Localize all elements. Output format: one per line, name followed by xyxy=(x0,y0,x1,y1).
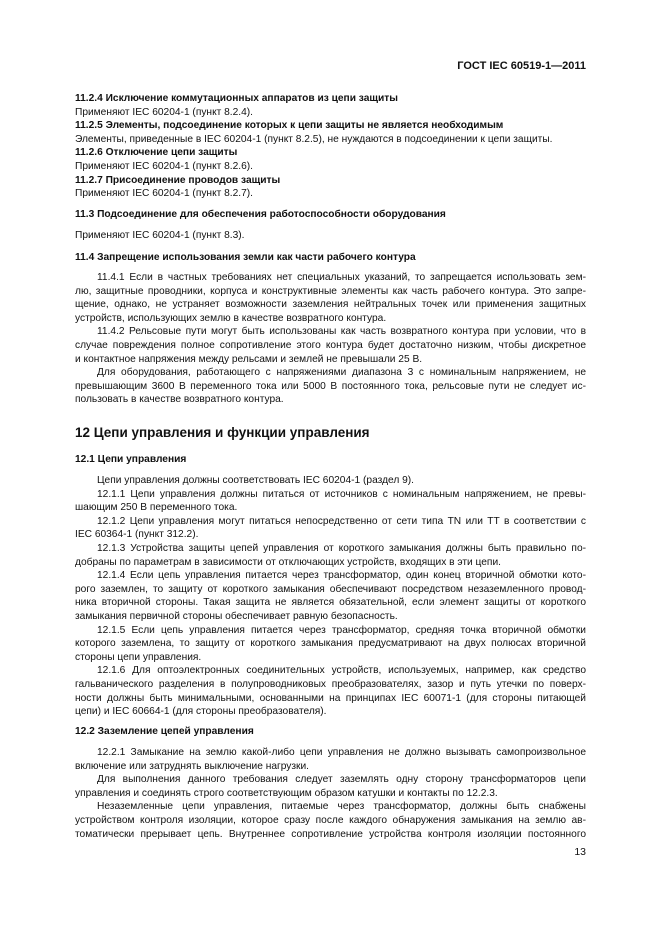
heading-12: 12 Цепи управления и функции управления xyxy=(75,425,370,440)
para-11-4-3-l3: пользовать в качестве возвратного контура. xyxy=(75,394,284,406)
para-12-1-6-l4: цепи) и IEC 60664-1 (для стороны преобразователя). xyxy=(75,706,327,718)
section-11-4 xyxy=(75,251,586,265)
para-11-4-1-l3: щение, однако, не устраняет возможности заземления нейтральных точек или применения защитных xyxy=(75,299,586,311)
para-12-1-1-l2: шающим 250 В переменного тока. xyxy=(75,502,238,514)
para-12-1-2-l1: 12.1.2 Цепи управления могут питаться непосредственно от сети типа TN или TT в соответствии с xyxy=(97,515,586,527)
heading-11-3: 11.3 Подсоединение для обеспечения работоспособности оборудования xyxy=(75,209,446,220)
para-12-1-6-l3: ности должны быть минимальными, основанными на принципах IEC 60071-1 (для стороны питающей xyxy=(75,692,586,704)
heading-11-2-7: 11.2.7 Присоединение проводов защиты xyxy=(75,174,281,186)
section-11-2-4 xyxy=(75,92,586,201)
para-12-2-2-l1: Для выполнения данного требования следует заземлять одну сторону трансформаторов цепи xyxy=(97,774,586,786)
para-12-2-3-l3: томатически прерывает цепь. Внутреннее сопротивление устройства контроля изоляции постоянного xyxy=(75,828,586,840)
para-11-4-2-l1: 11.4.2 Рельсовые пути могут быть использованы как часть возвратного контура при условии, что в xyxy=(97,326,586,338)
para-12-1-3-l1: 12.1.3 Устройства защиты цепей управления от короткого замыкания должны быть правильно по- xyxy=(97,542,586,554)
para-12-2-3-l1: Незаземленные цепи управления, питаемые через трансформатор, должны быть снабжены xyxy=(97,801,586,813)
heading-12-1: 12.1 Цепи управления xyxy=(75,454,187,465)
document-header: ГОСТ IEC 60519-1—2011 xyxy=(457,60,586,72)
text-11-2-5: Элементы, приведенные в IEC 60204-1 (пункт 8.2.5), не нуждаются в подсоединении к цепи защиты. xyxy=(75,133,553,145)
para-11-4-2-l3: и контактное напряжения между рельсами и землей не превышали 25 В. xyxy=(75,353,423,365)
para-12-1-2-l2: IEC 60364-1 (пункт 312.2). xyxy=(75,529,199,541)
heading-12-2: 12.2 Заземление цепей управления xyxy=(75,726,254,737)
para-11-4-2-l2: случае повреждения полное сопротивление этого контура будет достаточно низким, чтобы дискретное xyxy=(75,339,586,351)
para-12-1-3-l2: добраны по параметрам в зависимости от отключающих устройств, входящих в эти цепи. xyxy=(75,556,501,568)
para-12-1-5-l3: стороны цепи управления. xyxy=(75,651,202,663)
para-12-2-1-l2: включение или затруднять выключение нагрузки. xyxy=(75,760,310,772)
heading-11-4: 11.4 Запрещение использования земли как части рабочего контура xyxy=(75,252,416,263)
para-11-4-1-l2: лю, защитные проводники, корпуса и конструктивные элементы как часть рабочего контура. Это запре- xyxy=(75,285,586,297)
para-11-4-3-l2: превышающим 3600 В переменного тока или 5000 В постоянного тока, рельсовые пути не следует ис- xyxy=(75,380,586,392)
section-12-1-body xyxy=(75,474,586,719)
para-12-2-1-l1: 12.2.1 Замыкание на землю какой-либо цепи управления не должно вызывать самопроизвольное xyxy=(97,747,586,758)
heading-11-2-6: 11.2.6 Отключение цепи защиты xyxy=(75,147,238,159)
section-11-3-body xyxy=(75,229,586,243)
section-11-3 xyxy=(75,208,586,222)
para-11-4-1-l1: 11.4.1 Если в частных требованиях нет специальных указаний, то запрещается использовать зем- xyxy=(97,272,586,283)
para-12-1-4-l3: ника вторичной стороны. Такая защита не является обязательной, если элемент защиты от короткого xyxy=(75,597,586,609)
para-12-1-5-l1: 12.1.5 Если цепь управления питается через трансформатор, средняя точка вторичной обмотки xyxy=(97,624,586,636)
heading-11-2-4: 11.2.4 Исключение коммутационных аппаратов из цепи защиты xyxy=(75,93,398,104)
para-12-1-4-l1: 12.1.4 Если цепь управления питается через трансформатор, один конец вторичной обмотки кото- xyxy=(97,570,586,582)
para-12-2-2-l2: управления и соединять строго соответствующим образом катушки и контакты по 12.2.3. xyxy=(75,787,498,799)
para-12-1-6-l1: 12.1.6 Для оптоэлектронных соединительных устройств, используемых, например, как средство xyxy=(97,665,586,677)
para-12-1-4-l4: замыкания первичной стороны обеспечивает равную безопасность. xyxy=(75,610,398,622)
para-11-4-3-l1: Для оборудования, работающего с напряжениями диапазона 3 с номинальным напряжением, не xyxy=(97,367,586,379)
para-12-1-6-l2: гальванического разделения в полупроводниковых преобразователях, зазор и путь утечки по поверх- xyxy=(75,678,586,690)
para-12-1-0: Цепи управления должны соответствовать IEC 60204-1 (раздел 9). xyxy=(97,475,415,486)
para-11-4-1-l4: устройств, использующих землю в качестве возвратного контура. xyxy=(75,312,387,324)
section-12-2-body xyxy=(75,746,586,841)
page-number: 13 xyxy=(574,846,586,858)
text-11-2-4: Применяют IEC 60204-1 (пункт 8.2.4). xyxy=(75,106,254,118)
text-11-2-6: Применяют IEC 60204-1 (пункт 8.2.6). xyxy=(75,160,254,172)
text-11-2-7: Применяют IEC 60204-1 (пункт 8.2.7). xyxy=(75,188,254,200)
para-12-2-3-l2: устройством контроля изоляции, которое сразу после каждого обнаружения замыкания на землю ав- xyxy=(75,814,586,826)
para-12-1-1-l1: 12.1.1 Цепи управления должны питаться от источников с номинальным напряжением, не превы- xyxy=(97,488,586,500)
para-12-1-5-l2: которого заземлена, то защиту от короткого замыкания предусматривают на двух полюсах вторичной xyxy=(75,638,586,650)
text-11-3: Применяют IEC 60204-1 (пункт 8.3). xyxy=(75,230,245,241)
section-11-4-body xyxy=(75,271,586,407)
heading-11-2-5: 11.2.5 Элементы, подсоединение которых к цепи защиты не является необходимым xyxy=(75,120,504,132)
para-12-1-4-l2: рого заземлен, то защиту от короткого замыкания обеспечивают посредством незаземленного провод- xyxy=(75,583,586,595)
section-12-1 xyxy=(75,453,586,467)
section-12-2 xyxy=(75,725,586,739)
